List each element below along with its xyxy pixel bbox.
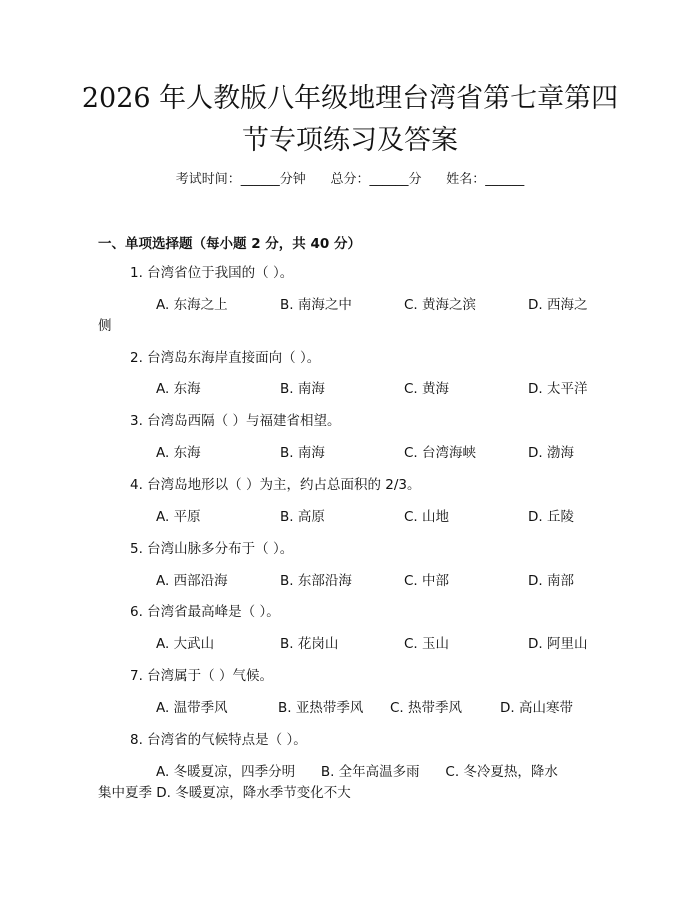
question-1-options [156, 293, 596, 313]
question-4-option-a: A. 平原 [156, 509, 201, 525]
question-7-stem: 7. 台湾属于（ ）气候。 [130, 668, 273, 684]
question-6-option-d: D. 阿里山 [528, 636, 588, 652]
question-6-option-c: C. 玉山 [404, 636, 450, 652]
question-5-option-a: A. 西部沿海 [156, 573, 228, 589]
question-7-option-d: D. 高山寒带 [500, 700, 573, 716]
question-8-options [156, 760, 606, 780]
section-title: 一、单项选择题（每小题 2 分，共 40 分） [98, 236, 361, 252]
question-7-option-c: C. 热带季风 [390, 700, 463, 716]
question-8-options-line-2: 集中夏季 D. 冬暖夏凉，降水季节变化不大 [98, 785, 351, 801]
exam-info-line: 考试时间：______分钟 总分：______分 姓名：______ [175, 172, 525, 187]
question-2-option-d: D. 太平洋 [528, 381, 588, 397]
question-4-stem: 4. 台湾岛地形以（ ）为主，约占总面积的 2/3。 [130, 477, 421, 493]
question-5-options [156, 569, 596, 589]
question-3-option-c: C. 台湾海峡 [404, 445, 477, 461]
question-6-option-b: B. 花岗山 [280, 636, 339, 652]
question-3-stem: 3. 台湾岛西隔（ ）与福建省相望。 [130, 413, 341, 429]
question-4-option-d: D. 丘陵 [528, 509, 574, 525]
question-7-option-b: B. 亚热带季风 [278, 700, 364, 716]
question-6-stem: 6. 台湾省最高峰是（ ）。 [130, 604, 280, 620]
question-1-option-d: D. 西海之 [528, 297, 588, 313]
question-1-option-a: A. 东海之上 [156, 297, 228, 313]
question-2-option-c: C. 黄海 [404, 381, 450, 397]
question-1-stem: 1. 台湾省位于我国的（ ）。 [130, 265, 294, 281]
question-2-option-b: B. 南海 [280, 381, 325, 397]
question-4-option-c: C. 山地 [404, 509, 450, 525]
question-7-options [156, 696, 596, 716]
question-5-stem: 5. 台湾山脉多分布于（ ）。 [130, 541, 294, 557]
question-1-option-continuation: 侧 [98, 318, 112, 334]
question-3-option-b: B. 南海 [280, 445, 325, 461]
question-8-stem: 8. 台湾省的气候特点是（ ）。 [130, 732, 307, 748]
question-2-options [156, 377, 596, 397]
question-2-option-a: A. 东海 [156, 381, 201, 397]
document-title [0, 78, 700, 162]
question-5-option-d: D. 南部 [528, 573, 574, 589]
question-7-option-a: A. 温带季风 [156, 700, 228, 716]
question-3-options [156, 441, 596, 461]
title-line-1: 2026 年人教版八年级地理台湾省第七章第四 [81, 83, 619, 114]
question-4-option-b: B. 高原 [280, 509, 325, 525]
question-6-options [156, 632, 596, 652]
question-1-option-b: B. 南海之中 [280, 297, 352, 313]
title-line-2: 节专项练习及答案 [242, 125, 458, 156]
question-1-option-c: C. 黄海之滨 [404, 297, 477, 313]
question-3-option-a: A. 东海 [156, 445, 201, 461]
question-4-options [156, 505, 596, 525]
question-8-options-line-1: A. 冬暖夏凉，四季分明 B. 全年高温多雨 C. 冬冷夏热，降水 [156, 764, 558, 780]
question-5-option-b: B. 东部沿海 [280, 573, 352, 589]
question-5-option-c: C. 中部 [404, 573, 450, 589]
question-2-stem: 2. 台湾岛东海岸直接面向（ ）。 [130, 350, 321, 366]
question-6-option-a: A. 大武山 [156, 636, 215, 652]
question-3-option-d: D. 渤海 [528, 445, 574, 461]
